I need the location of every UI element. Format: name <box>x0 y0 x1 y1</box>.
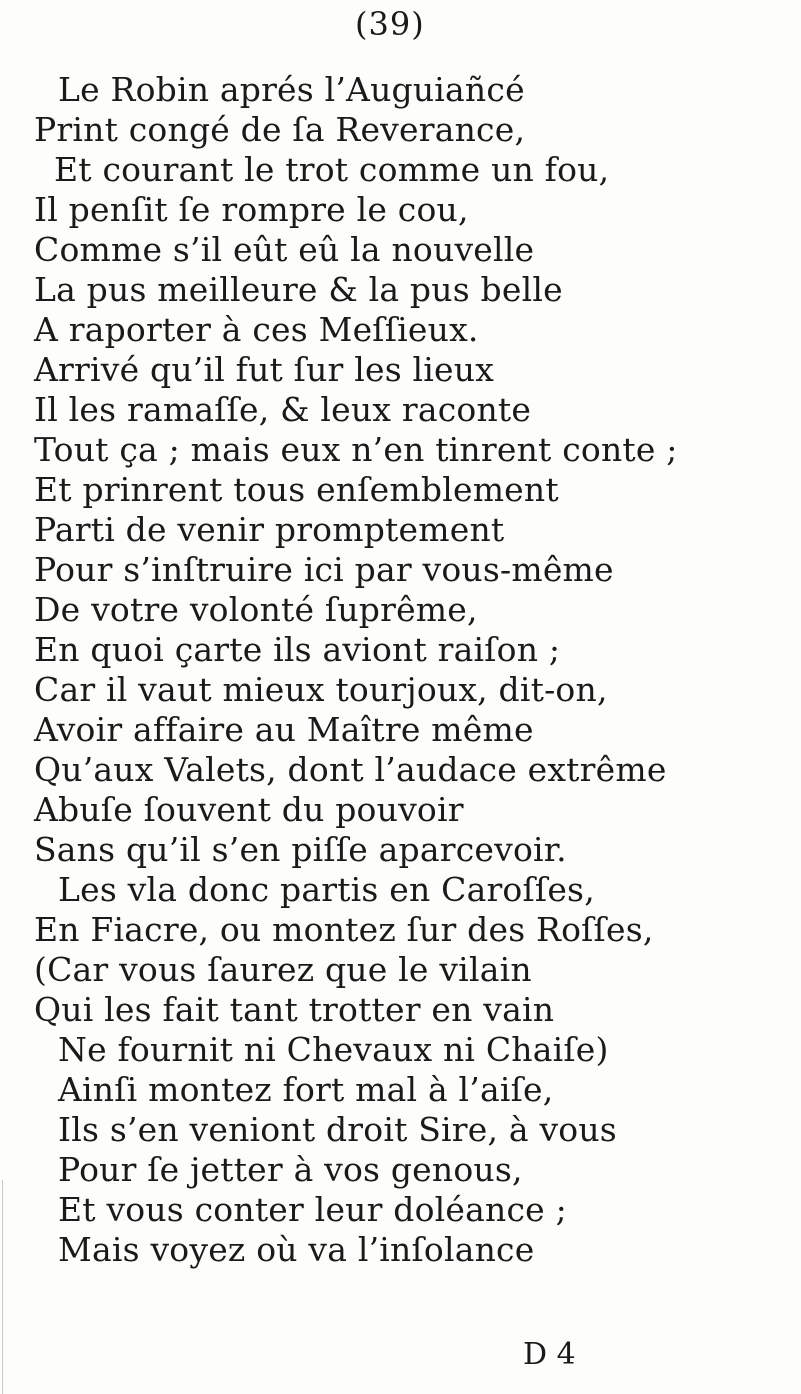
verse-line-16: Car il vaut mieux tourjoux, dit-on, <box>34 670 608 709</box>
verse-line-1: Le Robin aprés l’Auguiañcé <box>58 70 525 109</box>
verse-line-21: Les vla donc partis en Caroſſes, <box>58 870 595 909</box>
page-number: (39) <box>355 5 425 43</box>
verse-line-3: Et courant le trot comme un fou, <box>54 150 610 189</box>
verse-line-23: (Car vous ſaurez que le vilain <box>34 950 532 989</box>
verse-line-28: Pour ſe jetter à vos genous, <box>58 1150 523 1189</box>
verse-line-8: Arrivé qu’il fut ſur les lieux <box>34 350 495 389</box>
verse-line-19: Abuſe ſouvent du pouvoir <box>34 790 464 829</box>
verse-line-20: Sans qu’il s’en piſſe aparcevoir. <box>34 830 567 869</box>
verse-line-24: Qui les fait tant trotter en vain <box>34 990 555 1029</box>
verse-line-7: A raporter à ces Meſſieux. <box>34 310 479 349</box>
verse-line-17: Avoir affaire au Maître même <box>34 710 534 749</box>
verse-line-12: Parti de venir promptement <box>34 510 505 549</box>
verse-line-22: En Fiacre, ou montez ſur des Roſſes, <box>34 910 654 949</box>
verse-line-2: Print congé de ſa Reverance, <box>34 110 526 149</box>
verse-line-18: Qu’aux Valets, dont l’audace extrême <box>34 750 667 789</box>
verse-line-26: Ainſi montez fort mal à l’aiſe, <box>58 1070 554 1109</box>
verse-line-13: Pour s’inſtruire ici par vous-même <box>34 550 614 589</box>
signature-mark: D 4 <box>523 1337 576 1372</box>
verse-line-30: Mais voyez où va l’inſolance <box>58 1230 535 1269</box>
page-edge-line <box>2 1180 3 1394</box>
verse-line-15: En quoi çarte ils aviont raiſon ; <box>34 630 561 669</box>
verse-line-14: De votre volonté ſuprême, <box>34 590 478 629</box>
verse-line-27: Ils s’en veniont droit Sire, à vous <box>58 1110 617 1149</box>
verse-line-11: Et prinrent tous enſemblement <box>34 470 559 509</box>
verse-line-29: Et vous conter leur doléance ; <box>58 1190 567 1229</box>
verse-line-25: Ne fournit ni Chevaux ni Chaiſe) <box>58 1030 609 1069</box>
verse-line-10: Tout ça ; mais eux n’en tinrent conte ; <box>34 430 678 469</box>
verse-line-6: La pus meilleure & la pus belle <box>34 270 563 309</box>
verse-line-9: Il les ramaſſe, & leux raconte <box>34 390 532 429</box>
verse-line-4: Il penſit ſe rompre le cou, <box>34 190 469 229</box>
verse-line-5: Comme s’il eût eû la nouvelle <box>34 230 535 269</box>
